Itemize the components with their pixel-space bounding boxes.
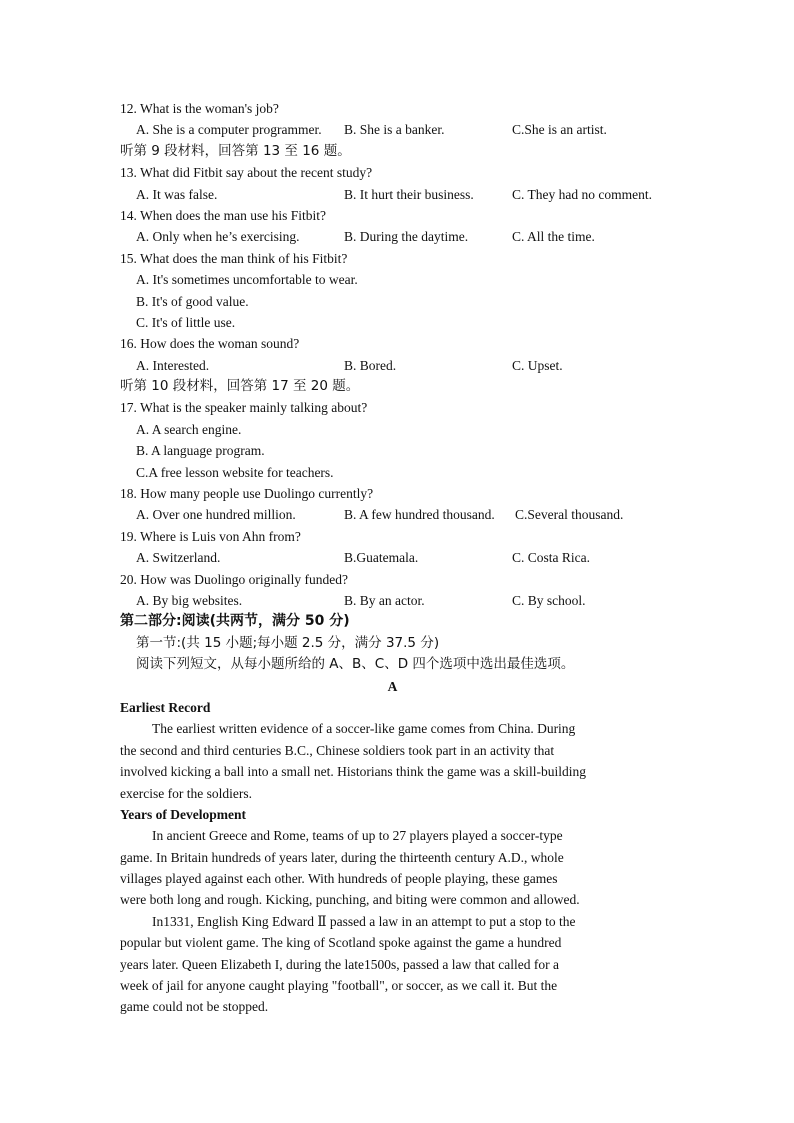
paragraph-2 bbox=[120, 825, 665, 911]
question-17-option-c[interactable]: C.A free lesson website for teachers. bbox=[136, 464, 334, 480]
question-18-stem: 18. How many people use Duolingo currently? bbox=[120, 486, 374, 502]
question-16-stem: 16. How does the woman sound? bbox=[120, 336, 300, 352]
question-18-option-a[interactable]: A. Over one hundred million. bbox=[136, 507, 296, 523]
question-18-option-c[interactable]: C.Several thousand. bbox=[515, 507, 624, 523]
question-20-option-c[interactable]: C. By school. bbox=[512, 592, 586, 608]
part-2-title: 第二部分:阅读(共两节，满分 50 分) bbox=[120, 613, 350, 630]
question-20-option-b[interactable]: B. By an actor. bbox=[344, 592, 425, 608]
question-15-option-b[interactable]: B. It's of good value. bbox=[136, 293, 249, 309]
question-20-options bbox=[120, 590, 665, 611]
paragraph-3 bbox=[120, 911, 665, 1018]
paragraph-3-line-1: In1331, English King Edward Ⅱ passed a law in an attempt to put a stop to the bbox=[152, 913, 576, 929]
question-13-option-b[interactable]: B. It hurt their business. bbox=[344, 186, 474, 202]
passage-label: A bbox=[387, 678, 398, 694]
heading-years-of-development: Years of Development bbox=[120, 806, 246, 822]
question-16-option-b[interactable]: B. Bored. bbox=[344, 357, 397, 373]
question-14-stem: 14. When does the man use his Fitbit? bbox=[120, 207, 326, 223]
question-19-stem: 19. Where is Luis von Ahn from? bbox=[120, 528, 301, 544]
question-15-option-c[interactable]: C. It's of little use. bbox=[136, 314, 236, 330]
page-content bbox=[120, 98, 665, 1018]
paragraph-1-line-4: exercise for the soldiers. bbox=[120, 785, 252, 801]
paragraph-3-line-3: years later. Queen Elizabeth I, during the late1500s, passed a law that called for a bbox=[120, 956, 559, 972]
question-18-option-b[interactable]: B. A few hundred thousand. bbox=[344, 507, 495, 523]
paragraph-3-line-2: popular but violent game. The king of Scotland spoke against the game a hundred bbox=[120, 935, 562, 951]
section-9-instruction: 听第 9 段材料，回答第 13 至 16 题。 bbox=[120, 142, 351, 159]
question-16-options bbox=[120, 355, 665, 376]
question-14-options bbox=[120, 226, 665, 247]
question-16-option-c[interactable]: C. Upset. bbox=[512, 357, 563, 373]
question-13-option-c[interactable]: C. They had no comment. bbox=[512, 186, 652, 202]
question-12-option-a[interactable]: A. She is a computer programmer. bbox=[136, 122, 322, 138]
question-14-option-a[interactable]: A. Only when he’s exercising. bbox=[136, 229, 300, 245]
question-13-option-a[interactable]: A. It was false. bbox=[136, 186, 218, 202]
question-12-option-b[interactable]: B. She is a banker. bbox=[344, 122, 445, 138]
question-14-option-b[interactable]: B. During the daytime. bbox=[344, 229, 469, 245]
question-19-option-c[interactable]: C. Costa Rica. bbox=[512, 550, 590, 566]
question-18-options bbox=[120, 504, 665, 525]
question-19-option-a[interactable]: A. Switzerland. bbox=[136, 550, 221, 566]
paragraph-3-line-5: game could not be stopped. bbox=[120, 999, 269, 1015]
question-12-stem: 12. What is the woman's job? bbox=[120, 101, 279, 116]
question-19-option-b[interactable]: B.Guatemala. bbox=[344, 550, 419, 566]
paragraph-2-line-2: game. In Britain hundreds of years later, during the thirteenth century A.D., whole bbox=[120, 849, 564, 865]
question-12-options bbox=[120, 119, 665, 140]
question-14-option-c[interactable]: C. All the time. bbox=[512, 229, 595, 245]
paragraph-1-line-3: involved kicking a ball into a small net. Historians think the game was a skill-building bbox=[120, 764, 587, 780]
question-13-stem: 13. What did Fitbit say about the recent study? bbox=[120, 165, 373, 181]
question-15-stem: 15. What does the man think of his Fitbit? bbox=[120, 250, 348, 266]
question-15-option-a[interactable]: A. It's sometimes uncomfortable to wear. bbox=[136, 272, 358, 288]
paragraph-3-line-4: week of jail for anyone caught playing "football", or soccer, as we call it. But the bbox=[120, 978, 558, 994]
question-17-option-a[interactable]: A. A search engine. bbox=[136, 421, 242, 437]
question-16-option-a[interactable]: A. Interested. bbox=[136, 357, 210, 373]
paragraph-1-line-1: The earliest written evidence of a soccer-like game comes from China. During bbox=[152, 721, 576, 737]
paragraph-1 bbox=[120, 718, 665, 804]
question-20-option-a[interactable]: A. By big websites. bbox=[136, 592, 243, 608]
question-13-options bbox=[120, 184, 665, 205]
section-1-title: 第一节:(共 15 小题;每小题 2.5 分，满分 37.5 分) bbox=[136, 634, 440, 651]
paragraph-2-line-4: were both long and rough. Kicking, punching, and biting were common and allowed. bbox=[120, 892, 580, 908]
question-12-option-c[interactable]: C.She is an artist. bbox=[512, 122, 607, 138]
question-17-option-b[interactable]: B. A language program. bbox=[136, 443, 265, 459]
question-20-stem: 20. How was Duolingo originally funded? bbox=[120, 571, 348, 587]
paragraph-2-line-3: villages played against each other. With hundreds of people playing, these games bbox=[120, 871, 558, 887]
reading-instruction: 阅读下列短文，从每小题所给的 A、B、C、D 四个选项中选出最佳选项。 bbox=[136, 656, 575, 673]
paragraph-1-line-2: the second and third centuries B.C., Chinese soldiers took part in an activity that bbox=[120, 742, 555, 758]
section-10-instruction: 听第 10 段材料，回答第 17 至 20 题。 bbox=[120, 378, 360, 395]
question-17-stem: 17. What is the speaker mainly talking about? bbox=[120, 400, 368, 416]
question-19-options bbox=[120, 547, 665, 568]
heading-earliest-record: Earliest Record bbox=[120, 699, 211, 715]
paragraph-2-line-1: In ancient Greece and Rome, teams of up to 27 players played a soccer-type bbox=[152, 828, 563, 844]
